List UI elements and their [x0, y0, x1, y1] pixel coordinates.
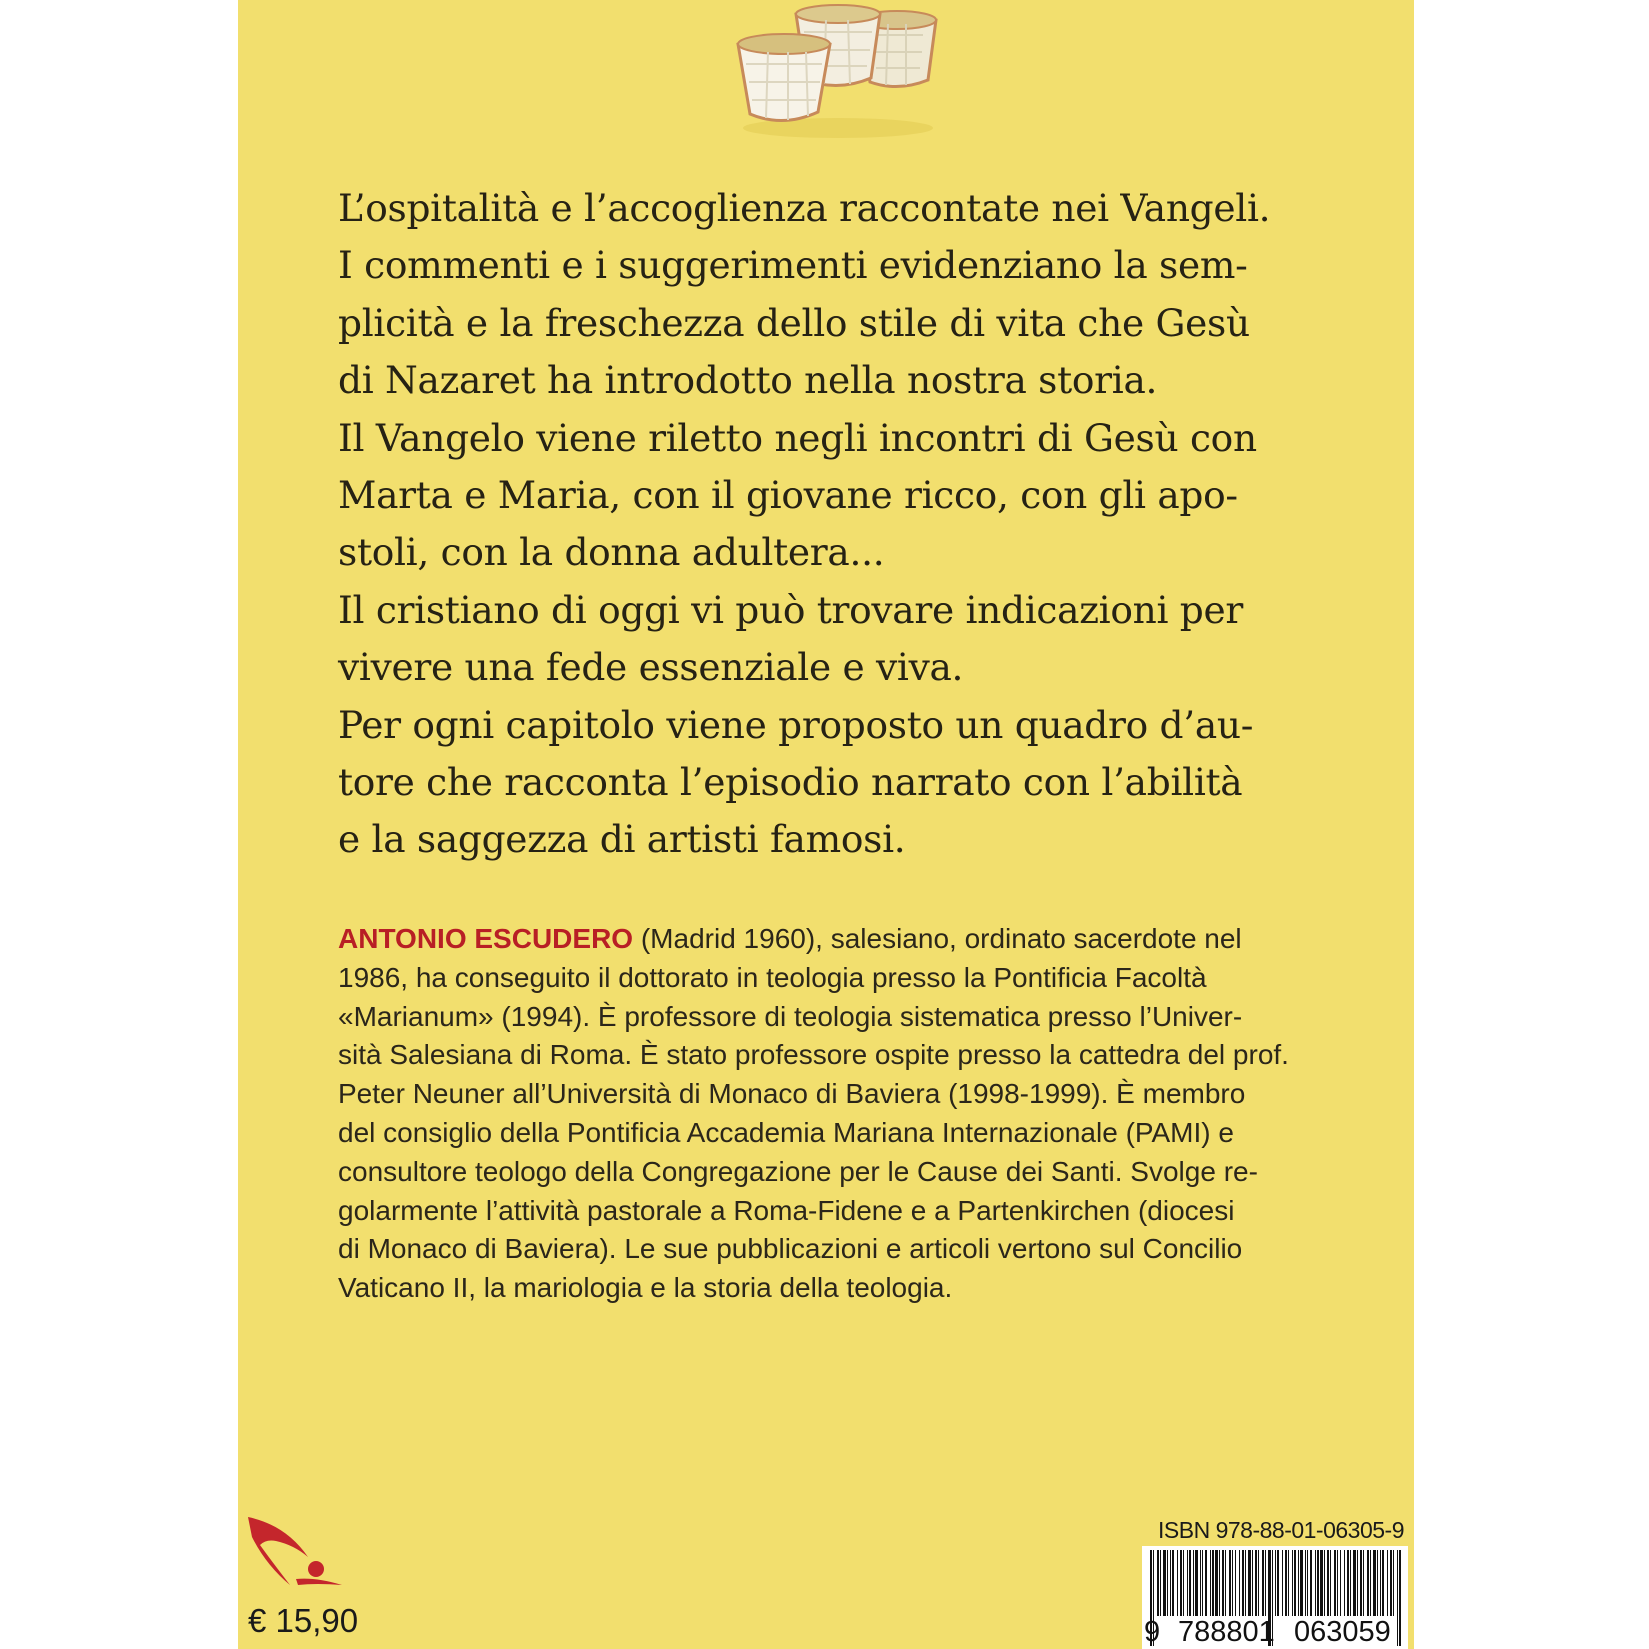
barcode-digit-prefix: 9: [1144, 1616, 1161, 1648]
barcode-bar: [1324, 1550, 1325, 1616]
barcode-bar: [1225, 1550, 1226, 1616]
barcode-bar: [1157, 1550, 1159, 1616]
barcode-bar: [1170, 1550, 1171, 1616]
barcode-bar: [1350, 1550, 1351, 1616]
barcode-bar: [1262, 1550, 1264, 1616]
blurb-line: I commenti e i suggerimenti evidenziano la sem-: [338, 243, 1248, 288]
barcode-bar: [1200, 1550, 1201, 1616]
author-bio: [338, 920, 1348, 1308]
isbn-label: ISBN 978-88-01-06305-9: [1158, 1517, 1404, 1543]
barcode-bar: [1277, 1550, 1279, 1616]
barcode-bar: [1215, 1550, 1218, 1616]
blurb-text: [338, 180, 1348, 869]
barcode-bar: [1282, 1550, 1283, 1616]
barcode-bar: [1382, 1550, 1384, 1616]
barcode-bar: [1353, 1550, 1356, 1616]
barcode-bar: [1334, 1550, 1336, 1616]
barcode-bar: [1219, 1550, 1220, 1616]
barcode-bar: [1212, 1550, 1214, 1616]
barcode-bar: [1167, 1550, 1168, 1616]
barcode-bar: [1229, 1550, 1231, 1616]
bowls-illustration: [708, 0, 968, 145]
barcode-bar: [1292, 1550, 1293, 1616]
blurb-line: stoli, con la donna adultera...: [338, 530, 885, 575]
barcode-bar: [1180, 1550, 1182, 1616]
barcode-bar: [1235, 1550, 1236, 1616]
barcode-bar: [1377, 1550, 1378, 1616]
barcode-bar: [1177, 1550, 1178, 1616]
bowl-front-icon: [738, 34, 830, 121]
barcode-bar: [1202, 1550, 1203, 1616]
barcode-bar: [1195, 1550, 1198, 1616]
barcode-bar: [1298, 1550, 1299, 1616]
barcode-bar: [1189, 1550, 1191, 1616]
barcode-bar: [1357, 1550, 1358, 1616]
barcode-bar: [1258, 1550, 1259, 1616]
barcode-bar: [1242, 1550, 1244, 1616]
blurb-line: Il Vangelo viene riletto negli incontri di Gesù con: [338, 415, 1257, 460]
blurb-line: vivere una fede essenziale e viva.: [338, 645, 964, 690]
barcode-bar: [1344, 1550, 1345, 1616]
bio-line: di Monaco di Baviera). Le sue pubblicazioni e articoli vertono sul Concilio: [338, 1233, 1243, 1265]
bio-line: sità Salesiana di Roma. È stato professore ospite presso la cattedra del prof.: [338, 1039, 1289, 1071]
barcode-bar: [1380, 1550, 1381, 1616]
bio-line: del consiglio della Pontificia Accademia Mariana Internazionale (PAMI) e: [338, 1116, 1234, 1148]
barcode-bar: [1330, 1550, 1331, 1616]
back-cover: [238, 0, 1414, 1649]
barcode-bar: [1370, 1550, 1371, 1616]
barcode-bar: [1285, 1550, 1287, 1616]
price: € 15,90: [248, 1602, 359, 1639]
barcode-bar: [1310, 1550, 1312, 1616]
barcode-bar: [1327, 1550, 1329, 1616]
blurb-line: tore che racconta l’episodio narrato con l’abilità: [338, 760, 1243, 805]
barcode-bar: [1387, 1550, 1388, 1616]
barcode-bar: [1252, 1550, 1253, 1616]
blurb-line: Marta e Maria, con il giovane ricco, con gli apo-: [338, 473, 1238, 518]
barcode-bar: [1367, 1550, 1369, 1616]
publisher-logo-icon: [246, 1515, 346, 1593]
bio-line: Vaticano II, la mariologia e la storia della teologia.: [338, 1272, 953, 1304]
bio-line: [338, 920, 1348, 959]
barcode-bar: [1315, 1550, 1316, 1616]
barcode-bar: [1390, 1550, 1392, 1616]
barcode-bar: [1172, 1550, 1174, 1616]
barcode-bar: [1294, 1550, 1296, 1616]
barcode-bar: [1337, 1550, 1338, 1616]
barcode-bar: [1307, 1550, 1308, 1616]
barcode-digits-left: 788801: [1178, 1616, 1275, 1648]
barcode-bar: [1232, 1550, 1233, 1616]
barcode-bar: [1239, 1550, 1240, 1616]
blurb-line: L’ospitalità e l’accoglienza raccontate nei Vangeli.: [338, 186, 1271, 230]
barcode-bar: [1340, 1550, 1341, 1616]
blurb-line: Per ogni capitolo viene proposto un quadro d’au-: [338, 702, 1254, 747]
bio-line-rest: (Madrid 1960), salesiano, ordinato sacerdote nel: [633, 923, 1242, 954]
barcode-digits-right: 063059: [1294, 1616, 1391, 1648]
barcode-bar: [1363, 1550, 1364, 1616]
blurb-line: plicità e la freschezza dello stile di vita che Gesù: [338, 300, 1250, 345]
barcode-bar: [1393, 1550, 1394, 1616]
barcode-bar: [1275, 1550, 1276, 1616]
barcode-bar: [1160, 1550, 1161, 1616]
blurb-line: di Nazaret ha introdotto nella nostra storia.: [338, 358, 1158, 403]
barcode-bar: [1248, 1550, 1251, 1616]
barcode-bar: [1183, 1550, 1184, 1616]
barcode-bar: [1300, 1550, 1303, 1616]
author-name: ANTONIO ESCUDERO: [338, 923, 634, 954]
barcode-bar: [1187, 1550, 1188, 1616]
barcode-bar: [1360, 1550, 1362, 1616]
barcode-bar: [1255, 1550, 1257, 1616]
barcode-bar: [1210, 1550, 1211, 1616]
barcode-bar: [1288, 1550, 1289, 1616]
bio-line: golarmente l’attività pastorale a Roma-Fidene e a Partenkirchen (diocesi: [338, 1194, 1235, 1226]
bio-line: Peter Neuner all’Università di Monaco di Baviera (1998-1999). È membro: [338, 1078, 1246, 1110]
barcode-digits: [1142, 1616, 1408, 1649]
barcode-bar: [1317, 1550, 1319, 1616]
barcode-bar: [1373, 1550, 1376, 1616]
barcode-bar: [1222, 1550, 1224, 1616]
blurb-line: Il cristiano di oggi vi può trovare indicazioni per: [338, 587, 1244, 632]
barcode-bar: [1163, 1550, 1166, 1616]
barcode-bar: [1305, 1550, 1306, 1616]
barcode-bar: [1320, 1550, 1323, 1616]
barcode-bar: [1193, 1550, 1194, 1616]
barcode-bar: [1245, 1550, 1246, 1616]
blurb-line: e la saggezza di artisti famosi.: [338, 817, 906, 862]
bio-line: «Marianum» (1994). È professore di teologia sistematica presso l’Univer-: [338, 1000, 1243, 1032]
bio-line: 1986, ha conseguito il dottorato in teologia presso la Pontificia Facoltà: [338, 961, 1207, 993]
barcode-bar: [1347, 1550, 1349, 1616]
bio-line: consultore teologo della Congregazione per le Cause dei Santi. Svolge re-: [338, 1155, 1258, 1187]
barcode-bar: [1205, 1550, 1207, 1616]
barcode-bar: [1265, 1550, 1266, 1616]
